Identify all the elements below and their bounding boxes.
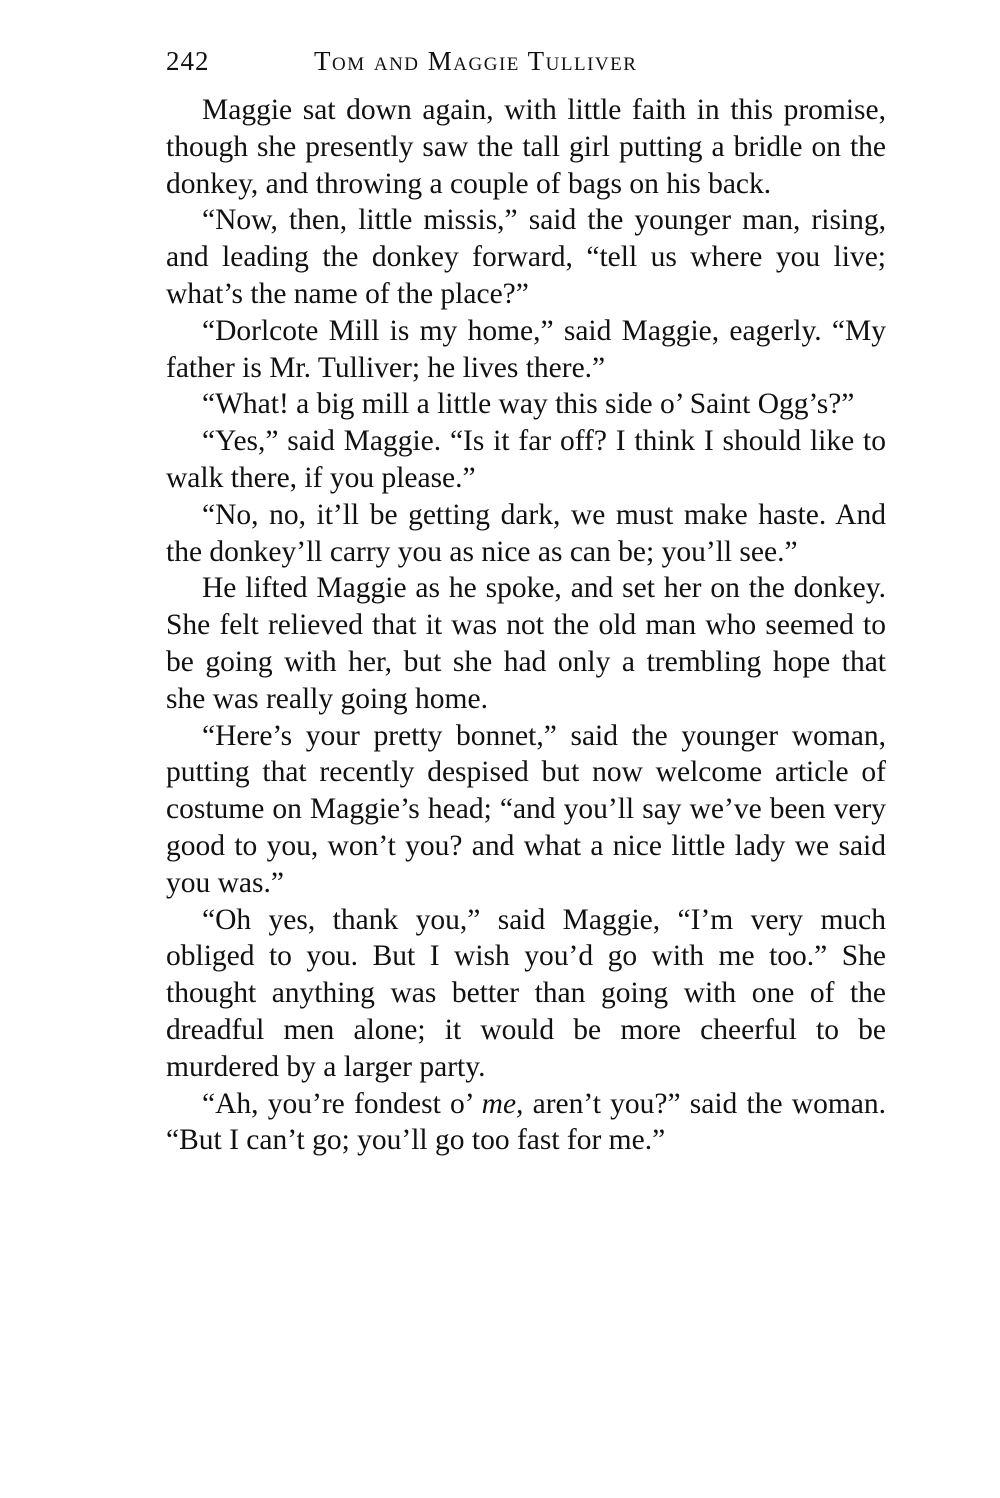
paragraph-text: aren’t you?” said the woman. “But I can’t go; you’ll go too fast for me.” xyxy=(166,1087,886,1157)
paragraph: “Here’s your pretty bonnet,” said the younger woman, putting that recently despised but now welcome article of costume on Maggie’s head; “and you’ll say we’ve been very good to you, won’t you? and what a nice little lady we said you was.” xyxy=(166,719,886,899)
paragraph: Maggie sat down again, with little faith in this promise, though she presently saw the tall girl putting a bridle on the donkey, and throwing a couple of bags on his back. xyxy=(166,94,886,200)
paragraph xyxy=(166,1086,886,1160)
book-page xyxy=(166,38,886,1159)
running-head xyxy=(166,38,886,86)
paragraph: “Dorlcote Mill is my home,” said Maggie, eagerly. “My father is Mr. Tulliver; he lives there.” xyxy=(166,314,886,384)
paragraph: “Yes,” said Maggie. “Is it far off? I think I should like to walk there, if you please.” xyxy=(166,425,886,494)
page-number: 242 xyxy=(166,46,210,76)
paragraph: “Now, then, little missis,” said the younger man, rising, and leading the donkey forward, “tell us where you live; what’s the name of the place?” xyxy=(166,204,886,310)
paragraph: “No, no, it’ll be getting dark, we must make haste. And the donkey’ll carry you as nice as can be; you’ll see.” xyxy=(166,498,886,568)
paragraph: “Oh yes, thank you,” said Maggie, “I’m very much obliged to you. But I wish you’d go with me too.” She thought anything was better than going with one of the dreadful men alone; it would be more cheerful to be murdered by a larger party. xyxy=(166,903,886,1083)
body-text xyxy=(166,92,886,1159)
emphasized-word: me, xyxy=(481,1087,524,1120)
paragraph-text: “Ah, you’re fondest o’ xyxy=(202,1087,482,1120)
paragraph: He lifted Maggie as he spoke, and set her on the donkey. She felt relieved that it was not the old man who seemed to be going with her, but she had only a trembling hope that she was really going home. xyxy=(166,572,886,715)
running-title: Tom and Maggie Tulliver xyxy=(314,46,638,76)
paragraph: “What! a big mill a little way this side o’ Saint Ogg’s?” xyxy=(202,388,855,421)
